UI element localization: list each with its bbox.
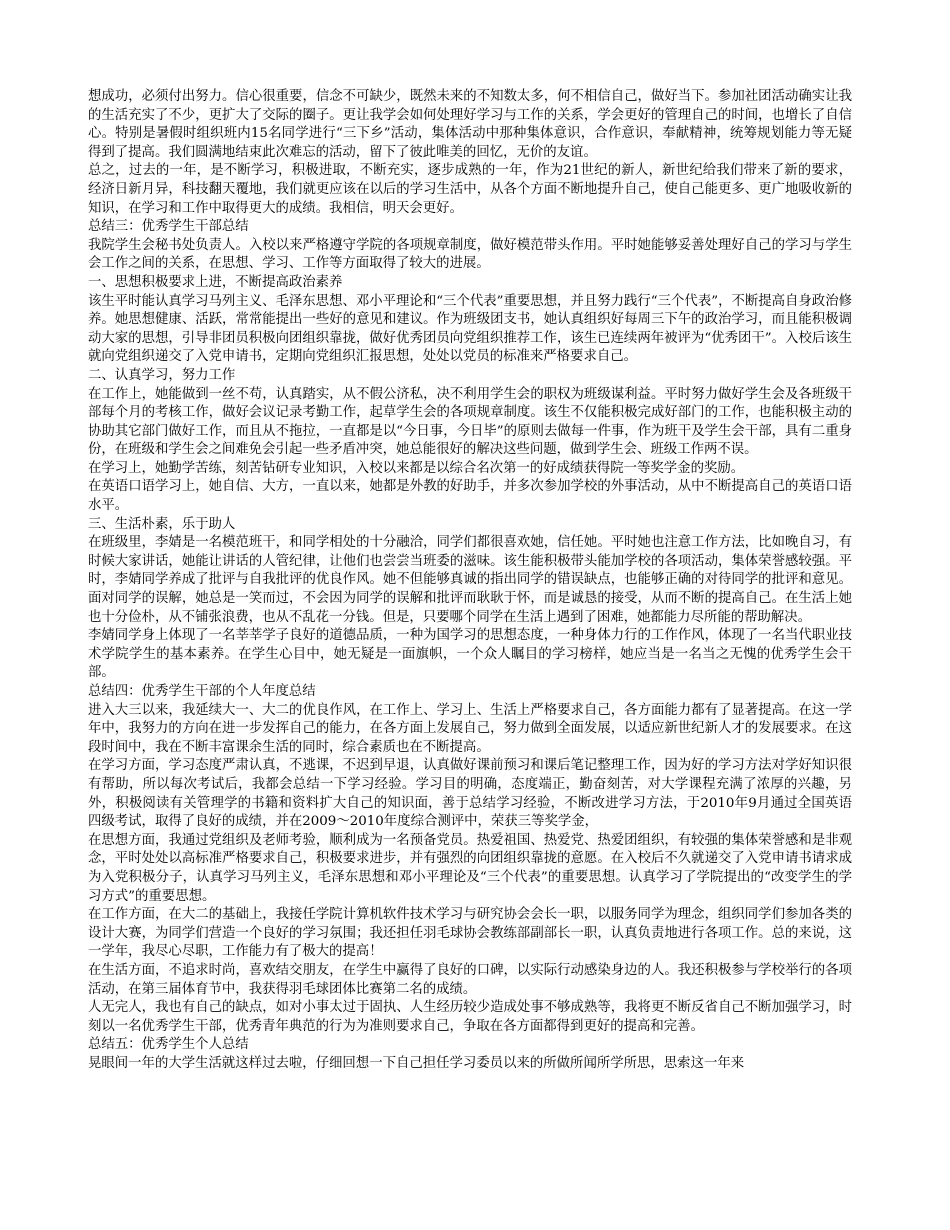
subsection-heading: 二、认真学习，努力工作 bbox=[88, 367, 236, 383]
subsection-heading: 三、生活朴素，乐于助人 bbox=[88, 516, 236, 532]
subsection-heading: 一、思想积极要求上进，不断提高政治素养 bbox=[88, 274, 343, 290]
body-paragraph: 在学习方面，学习态度严肃认真，不逃课，不迟到早退，认真做好课前预习和课后笔记整理工作，因为好的学习方法对学好知识很有帮助，所以每次考试后，我都会总结一下学习经验。学习目的明确，态度端正，勤奋刻苦，对大学课程充满了浓厚的兴趣，另外，积极阅读有关管理学的书籍和资料扩大自己的知识面，善于总结学习经验，不断改进学习方法，于2010年9月通过全国英语四级考试，取得了良好的成绩，并在2009～2010年度综合测评中，荣获三等奖学金， bbox=[88, 758, 852, 830]
body-paragraph: 想成功，必须付出努力。信心很重要，信念不可缺少，既然未来的不知数太多，何不相信自己，做好当下。参加社团活动确实让我的生活充实了不少，更扩大了交际的圈子。更让我学会如何处理好学习与工作的关系，学会更好的管理自己的时间，也增长了自信心。特别是暑假时组织班内15名同学进行“三下乡”活动，集体活动中那种集体意识，合作意识，奉献精神，统筹规划能力等无疑得到了提高。我们圆满地结束此次难忘的活动，留下了彼此唯美的回忆，无价的友谊。 bbox=[88, 89, 852, 160]
document-body bbox=[88, 88, 852, 1073]
body-paragraph: 总之，过去的一年，是不断学习，积极进取，不断充实，逐步成熟的一年，作为21世纪的新人，新世纪给我们带来了新的要求，经济日新月异，科技翻天覆地，我们就更应该在以后的学习生活中，从各个方面不断地提升自己，使自己能更多、更广地吸收新的知识，在学习和工作中取得更大的成绩。我相信，明天会更好。 bbox=[88, 163, 852, 216]
body-paragraph: 在工作上，她能做到一丝不苟，认真踏实，从不假公济私，决不利用学生会的职权为班级谋利益。平时努力做好学生会及各班级干部每个月的考核工作，做好会议记录考勤工作，起草学生会的各项规章制度。该生不仅能积极完成好部门的工作，也能积极主动的协助其它部门做好工作，而且从不拖拉，一直都是以“今日事，今日毕”的原则去做每一件事，作为班干及学生会干部，具有二重身份，在班级和学生会之间难免会引起一些矛盾冲突，她总能很好的解决这些问题，做到学生会、班级工作两不误。 bbox=[88, 386, 852, 458]
section-heading: 总结四：优秀学生干部的个人年度总结 bbox=[88, 684, 316, 699]
body-paragraph: 在班级里，李婧是一名模范班干，和同学相处的十分融洽，同学们都很喜欢她，信任她。平时她也注意工作方法，比如晚自习，有时候大家讲话，她能让讲话的人管纪律，让他们也尝尝当班委的滋味。该生能积极带头能加学校的各项活动，集体荣誉感较强。平时，李婧同学养成了批评与自我批评的优良作风。她不但能够真诚的指出同学的错误缺点，也能够正确的对待同学的批评和意见。面对同学的误解，她总是一笑而过，不会因为同学的误解和批评而耿耿于怀，而是诚恳的接受，从而不断的提高自己。在生活上她也十分俭朴，从不铺张浪费，也从不乱花一分钱。但是，只要哪个同学在生活上遇到了困难，她都能力尽所能的帮助解决。 bbox=[88, 535, 852, 625]
body-paragraph: 人无完人，我也有自己的缺点，如对小事太过于固执、人生经历较少造成处事不够成熟等，我将更不断反省自己不断加强学习，时刻以一名优秀学生干部，优秀青年典范的行为为准则要求自己，争取在各方面都得到更好的提高和完善。 bbox=[88, 1000, 852, 1034]
body-paragraph: 进入大三以来，我延续大一、大二的优良作风，在工作上、学习上、生活上严格要求自己，各方面能力都有了显著提高。在这一学年中，我努力的方向在进一步发挥自己的能力，在各方面上发展自己，努力做到全面发展，以适应新世纪新人才的发展要求。在这段时间中，我在不断丰富课余生活的同时，综合素质也在不断提高。 bbox=[88, 702, 852, 755]
section-heading: 总结五：优秀学生个人总结 bbox=[88, 1037, 249, 1053]
body-paragraph: 在工作方面，在大二的基础上，我接任学院计算机软件技术学习与研究协会会长一职，以服务同学为理念，组织同学们参加各类的设计大赛，为同学们营造一个良好的学习氛围；我还担任羽毛球协会教练部副部长一职，认真负责地进行各项工作。总的来说，这一学年，我尽心尽职，工作能力有了极大的提高！ bbox=[88, 907, 852, 960]
body-paragraph: 在思想方面，我通过党组织及老师考验，顺利成为一名预备党员。热爱祖国、热爱党、热爱团组织，有较强的集体荣誉感和是非观念，平时处处以高标准严格要求自己，积极要求进步，并有强烈的向团组织靠拢的意愿。在入校后不久就递交了入党申请书请求成为入党积极分子，认真学习马列主义，毛泽东思想和邓小平理论及“三个代表”的重要思想。认真学习了学院提出的“改变学生的学习方式”的重要思想。 bbox=[88, 832, 852, 904]
body-paragraph: 该生平时能认真学习马列主义、毛泽东思想、邓小平理论和“三个代表”重要思想，并且努力践行“三个代表”，不断提高自身政治修养。她思想健康、活跃，常常能提出一些好的意见和建议。作为班级团支书，她认真组织好每周三下午的政治学习，而且能积极调动大家的思想，引导非团员积极向团组织靠拢，做好优秀团员向党组织推荐工作，该生已连续两年被评为“优秀团干”。入校后该生就向党组织递交了入党申请书，定期向党组织汇报思想，处处以党员的标准来严格要求自己。 bbox=[88, 293, 852, 365]
body-paragraph: 在生活方面，不追求时尚，喜欢结交朋友，在学生中赢得了良好的口碑，以实际行动感染身边的人。我还积极参与学校举行的各项活动，在第三届体育节中，我获得羽毛球团体比赛第二名的成绩。 bbox=[88, 962, 852, 997]
body-paragraph: 晃眼间一年的大学生活就这样过去啦，仔细回想一下自己担任学习委员以来的所做所闻所学所思，思索这一年来 bbox=[88, 1055, 745, 1071]
body-paragraph: 我院学生会秘书处负责人。入校以来严格遵守学院的各项规章制度，做好模范带头作用。平时她能够妥善处理好自己的学习与学生会工作之间的关系，在思想、学习、工作等方面取得了较大的进展。 bbox=[88, 237, 852, 272]
section-heading: 总结三：优秀学生干部总结 bbox=[88, 219, 249, 235]
body-paragraph: 李婧同学身上体现了一名莘莘学子良好的道德品质，一种为国学习的思想态度，一种身体力行的工作作风，体现了一名当代职业技术学院学生的基本素养。在学生心目中，她无疑是一面旗帜，一个众人瞩目的学习榜样，她应当是一名当之无愧的优秀学生会干部。 bbox=[88, 628, 852, 681]
body-paragraph: 在英语口语学习上，她自信、大方，一直以来，她都是外教的好助手，并多次参加学校的外事活动，从中不断提高自己的英语口语水平。 bbox=[88, 479, 852, 514]
body-paragraph: 在学习上，她勤学苦练，刻苦钻研专业知识，入校以来都是以综合名次第一的好成绩获得院一等奖学金的奖励。 bbox=[88, 460, 745, 476]
